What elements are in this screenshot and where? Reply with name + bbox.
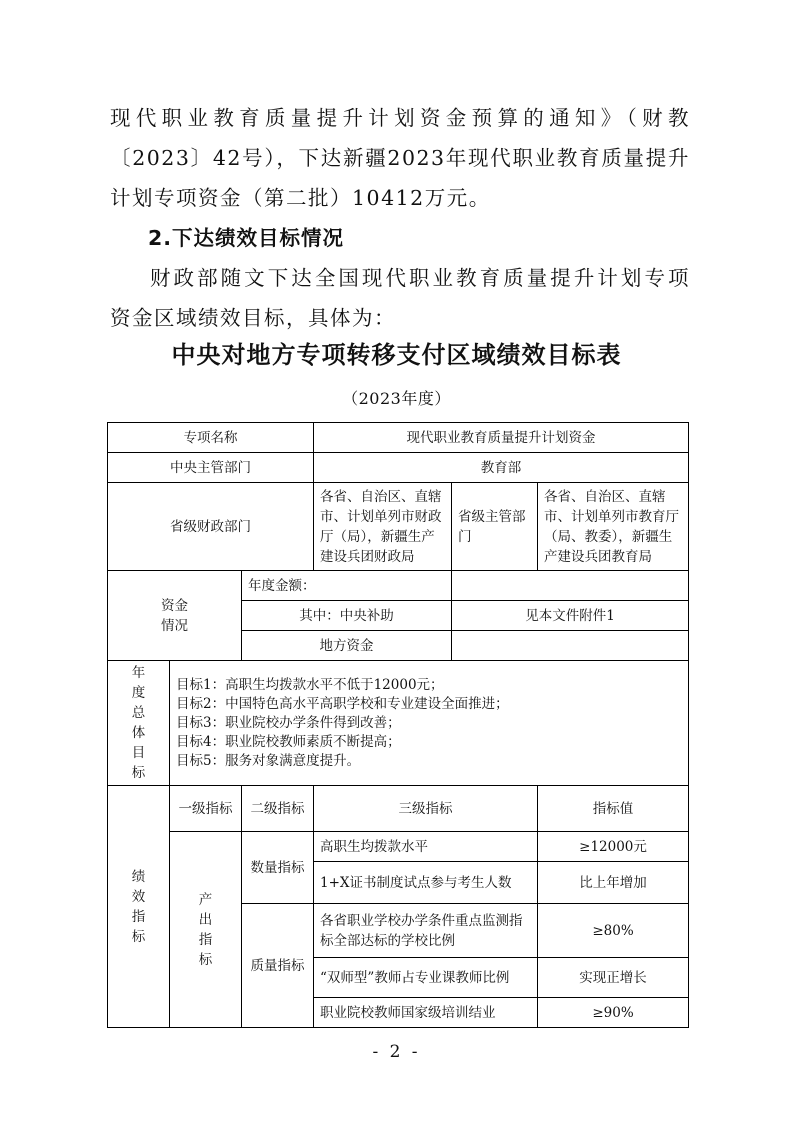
central-dept-value: 教育部 xyxy=(314,453,689,483)
perf-char: 效 xyxy=(131,888,146,905)
output-char: 产 xyxy=(198,891,213,908)
project-value: 现代职业教育质量提升计划资金 xyxy=(314,423,689,453)
quality-indicator-label: 质量指标 xyxy=(242,904,314,1028)
annual-goal-char: 度 xyxy=(131,685,146,701)
prov-fin-value: 各省、自治区、直辖市、计划单列市财政厅（局），新疆生产建设兵团财政局 xyxy=(314,483,452,571)
header-level2: 二级指标 xyxy=(242,786,314,832)
annual-goal-char: 总 xyxy=(131,705,146,721)
page-number: - 2 - xyxy=(372,1042,421,1062)
section-heading: 2.下达绩效目标情况 xyxy=(148,226,345,250)
annual-amount-label: 年度金额： xyxy=(242,571,452,601)
funds-label-line-1: 资金 xyxy=(161,597,188,614)
funds-label-line-2: 情况 xyxy=(161,617,188,634)
annual-amount-value xyxy=(452,571,689,601)
local-funds-value xyxy=(452,631,689,661)
perf-char: 绩 xyxy=(131,868,146,885)
local-funds-label: 地方资金 xyxy=(242,631,452,661)
output-char: 指 xyxy=(198,931,213,948)
header-level3: 三级指标 xyxy=(314,786,538,832)
goals-cell xyxy=(170,661,689,786)
header-value: 指标值 xyxy=(538,786,689,832)
table-subtitle: （2023年度） xyxy=(342,389,451,408)
annual-goal-char: 标 xyxy=(131,765,146,781)
perf-indicator-label xyxy=(108,786,170,1028)
indicator-value: ≥90% xyxy=(538,998,689,1028)
project-label: 专项名称 xyxy=(108,423,314,453)
annual-goal-label xyxy=(108,661,170,786)
body-line-4: 财政部随文下达全国现代职业教育质量提升计划专项 xyxy=(150,266,690,290)
goal-item: 目标3：职业院校办学条件得到改善； xyxy=(176,714,401,731)
table-row xyxy=(108,661,689,786)
central-dept-label: 中央主管部门 xyxy=(108,453,314,483)
table-row xyxy=(108,786,689,832)
table-title: 中央对地方专项转移支付区域绩效目标表 xyxy=(171,341,622,369)
goal-item: 目标1：高职生均拨款水平不低于12000元； xyxy=(176,676,444,693)
perf-char: 标 xyxy=(131,928,146,945)
funds-label xyxy=(108,571,242,661)
prov-fin-label: 省级财政部门 xyxy=(108,483,314,571)
annual-goal-char: 体 xyxy=(131,725,146,741)
prov-dept-value: 各省、自治区、直辖市、计划单列市教育厅（局、教委），新疆生产建设兵团教育局 xyxy=(538,483,689,571)
table-row xyxy=(108,423,689,453)
performance-target-table xyxy=(107,422,689,1028)
indicator-name: 各省职业学校办学条件重点监测指标全部达标的学校比例 xyxy=(314,904,538,958)
table-row xyxy=(108,453,689,483)
central-subsidy-label: 其中：中央补助 xyxy=(242,601,452,631)
annual-goal-char: 年 xyxy=(131,665,146,681)
output-char: 标 xyxy=(198,951,213,968)
output-char: 出 xyxy=(198,911,213,928)
prov-dept-label: 省级主管部门 xyxy=(452,483,538,571)
goal-item: 目标5：服务对象满意度提升。 xyxy=(176,752,361,769)
indicator-name: “双师型”教师占专业课教师比例 xyxy=(314,958,538,998)
indicator-value: 实现正增长 xyxy=(538,958,689,998)
body-line-1: 现代职业教育质量提升计划资金预算的通知》（财教 xyxy=(110,106,690,130)
indicator-value: 比上年增加 xyxy=(538,862,689,904)
goal-item: 目标2：中国特色高水平高职学校和专业建设全面推进； xyxy=(176,695,509,712)
table-row xyxy=(108,571,689,601)
table-row xyxy=(108,483,689,571)
quantity-indicator-label: 数量指标 xyxy=(242,832,314,904)
indicator-name: 1+X证书制度试点参与考生人数 xyxy=(314,862,538,904)
goal-item: 目标4：职业院校教师素质不断提高； xyxy=(176,733,401,750)
indicator-value: ≥80% xyxy=(538,904,689,958)
body-line-2: 〔2023〕42号），下达新疆2023年现代职业教育质量提升 xyxy=(110,146,690,170)
indicator-name: 高职生均拨款水平 xyxy=(314,832,538,862)
output-indicator-label xyxy=(170,832,242,1028)
header-level1: 一级指标 xyxy=(170,786,242,832)
body-line-5: 资金区域绩效目标，具体为： xyxy=(110,306,396,330)
table-row xyxy=(108,832,689,862)
perf-char: 指 xyxy=(131,908,146,925)
indicator-name: 职业院校教师国家级培训结业 xyxy=(314,998,538,1028)
indicator-value: ≥12000元 xyxy=(538,832,689,862)
body-line-3: 计划专项资金（第二批）10412万元。 xyxy=(110,186,491,210)
annual-goal-char: 目 xyxy=(131,745,146,761)
central-subsidy-value: 见本文件附件1 xyxy=(452,601,689,631)
